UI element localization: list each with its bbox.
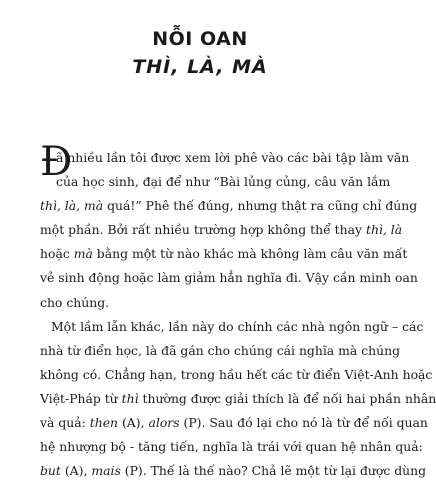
text-line: một phần. Bởi rất nhiều trường hợp không thể thay thì, là — [40, 222, 403, 238]
text-line: không có. Chẳng hạn, trong hầu hết các từ điển Việt-Anh hoặc — [40, 366, 433, 382]
text-line: but (A), mais (P). Thế là thế nào? Chả lẽ một từ lại được dùng — [40, 463, 427, 479]
text-line: hệ nhượng bộ - tăng tiến, nghĩa là trái với quan hệ nhân quả: — [40, 439, 423, 455]
text-line: ã nhiều lần tôi được xem lời phê vào các bài tập làm văn — [56, 150, 410, 165]
body-text — [40, 146, 436, 483]
text-line: Việt-Pháp từ thì thường được giải thích là để nối hai phần nhân — [40, 390, 436, 406]
chapter-title: NỖI OAN — [152, 28, 248, 50]
paragraph-1 — [40, 146, 418, 315]
text-line: Một lầm lẫn khác, lần này do chính các nhà ngôn ngữ – các — [51, 318, 424, 334]
chapter-subtitle: THÌ, LÀ, MÀ — [132, 56, 268, 78]
text-line: thì, là, mà quá!” Phê thế đúng, nhưng thật ra cũng chỉ đúng — [40, 198, 418, 214]
text-line: hoặc mà bằng một từ nào khác mà không làm câu văn mất — [40, 246, 408, 262]
drop-cap: Đ — [40, 139, 73, 185]
text-line: và quả: then (A), alors (P). Sau đó lại cho nó là từ để nối quan — [40, 415, 428, 431]
text-line: của học sinh, đại để như “Bài lủng củng, câu văn lắm — [56, 174, 391, 190]
text-line: vẻ sinh động hoặc làm giảm hẳn nghĩa đi. Vậy cần minh oan — [40, 270, 418, 286]
paragraph-2 — [40, 315, 436, 483]
text-line: nhà từ điển học, là đã gán cho chúng cái nghĩa mà chúng — [40, 342, 401, 358]
text-line: cho chúng. — [40, 294, 110, 310]
